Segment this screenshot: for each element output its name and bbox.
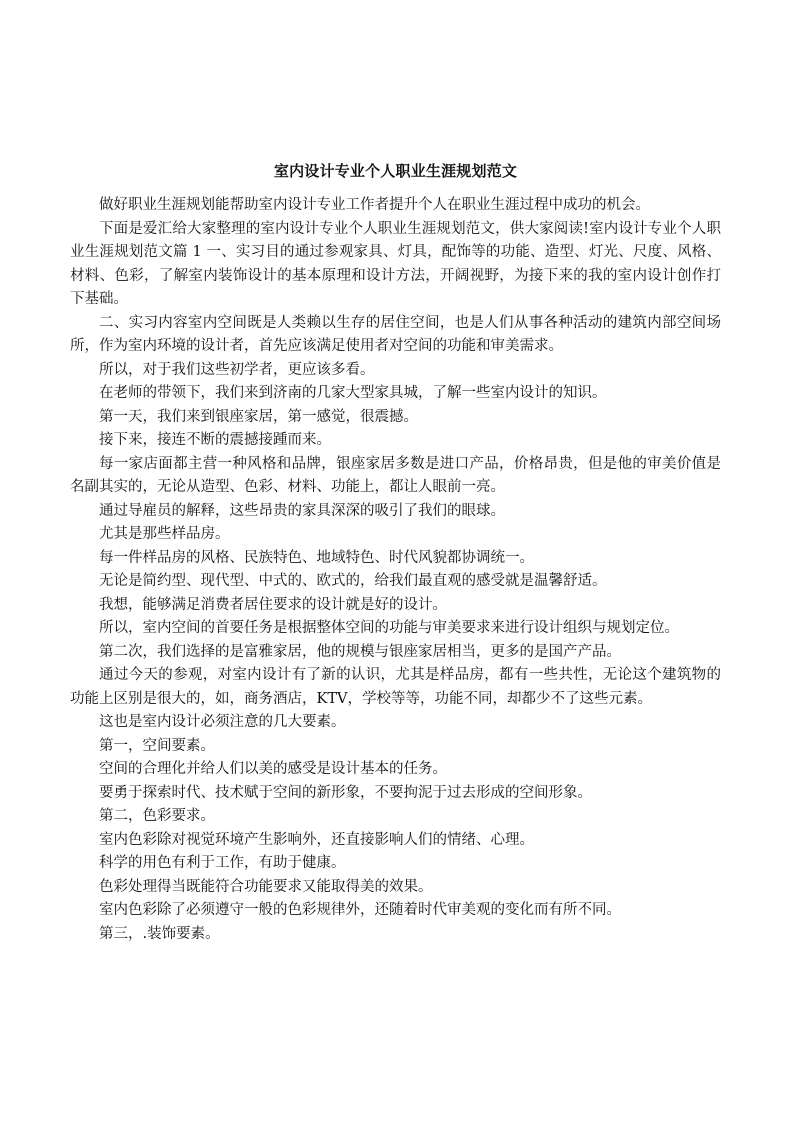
paragraph: 尤其是那些样品房。 [99, 526, 230, 542]
paragraph: 室内色彩除对视觉环境产生影响外，还直接影响人们的情绪、心理。 [99, 831, 534, 848]
paragraph: 第三，.装饰要素。 [99, 925, 220, 942]
paragraph: 空间的合理化并给人们以美的感受是设计基本的任务。 [99, 761, 447, 777]
paragraph: 每一件样品房的风格、民族特色、地域特色、时代风貌都协调统一。 [99, 549, 534, 566]
paragraph: 室内色彩除了必须遵守一般的色彩规律外，还随着时代审美观的变化而有所不同。 [99, 902, 621, 918]
paragraph: 在老师的带领下，我们来到济南的几家大型家具城，了解一些室内设计的知识。 [99, 385, 607, 401]
paragraph: 我想，能够满足消费者居住要求的设计就是好的设计。 [99, 596, 447, 613]
paragraph: 二、实习内容室内空间既是人类赖以生存的居住空间，也是人们从事各种活动的建筑内部空间场所，作为室内环境的设计者，首先应该满足使用者对空间的功能和审美需求。 [70, 314, 721, 354]
paragraph: 第一，空间要素。 [99, 737, 215, 754]
paragraph: 色彩处理得当既能符合功能要求又能取得美的效果。 [99, 878, 433, 895]
paragraph: 这也是室内设计必须注意的几大要素。 [99, 714, 346, 730]
paragraph: 通过今天的参观，对室内设计有了新的认识，尤其是样品房，都有一些共性，无论这个建筑物的功能上区别是很大的，如，商务酒店，KTV，学校等等，功能不同，却都少不了这些元素。 [70, 667, 721, 707]
document-page [70, 158, 721, 946]
paragraph: 第二次，我们选择的是富雅家居，他的规模与银座家居相当，更多的是国产产品。 [99, 643, 621, 660]
document-title: 室内设计专业个人职业生涯规划范文 [273, 162, 518, 180]
paragraph: 所以，对于我们这些初学者，更应该多看。 [99, 361, 375, 378]
paragraph: 每一家店面都主营一种风格和品牌，银座家居多数是进口产品，价格昂贵，但是他的审美价值是名副其实的，无论从造型、色彩、材料、功能上，都让人眼前一亮。 [70, 455, 721, 495]
paragraph: 无论是简约型、现代型、中式的、欧式的，给我们最直观的感受就是温馨舒适。 [99, 573, 607, 589]
document-body [70, 194, 721, 946]
paragraph: 要勇于探索时代、技术赋于空间的新形象，不要拘泥于过去形成的空间形象。 [99, 784, 592, 801]
paragraph: 下面是爱汇给大家整理的室内设计专业个人职业生涯规划范文，供大家阅读!室内设计专业个人职业生涯规划范文篇 1 一、实习目的通过参观家具、灯具，配饰等的功能、造型、灯光、尺度、风格、材料、色彩，了解室内装饰设计的基本原理和设计方法，开阔视野，为接下来的我的室内设计创作打下基础。 [70, 220, 721, 307]
paragraph: 第二，色彩要求。 [99, 808, 215, 824]
paragraph: 第一天，我们来到银座家居，第一感觉，很震撼。 [99, 408, 418, 425]
paragraph: 接下来，接连不断的震撼接踵而来。 [99, 432, 331, 448]
paragraph: 通过导雇员的解释，这些昂贵的家具深深的吸引了我们的眼球。 [99, 502, 505, 519]
paragraph: 科学的用色有利于工作，有助于健康。 [99, 855, 346, 871]
paragraph: 做好职业生涯规划能帮助室内设计专业工作者提升个人在职业生涯过程中成功的机会。 [99, 197, 650, 213]
paragraph: 所以，室内空间的首要任务是根据整体空间的功能与审美要求来进行设计组织与规划定位。 [99, 620, 679, 636]
